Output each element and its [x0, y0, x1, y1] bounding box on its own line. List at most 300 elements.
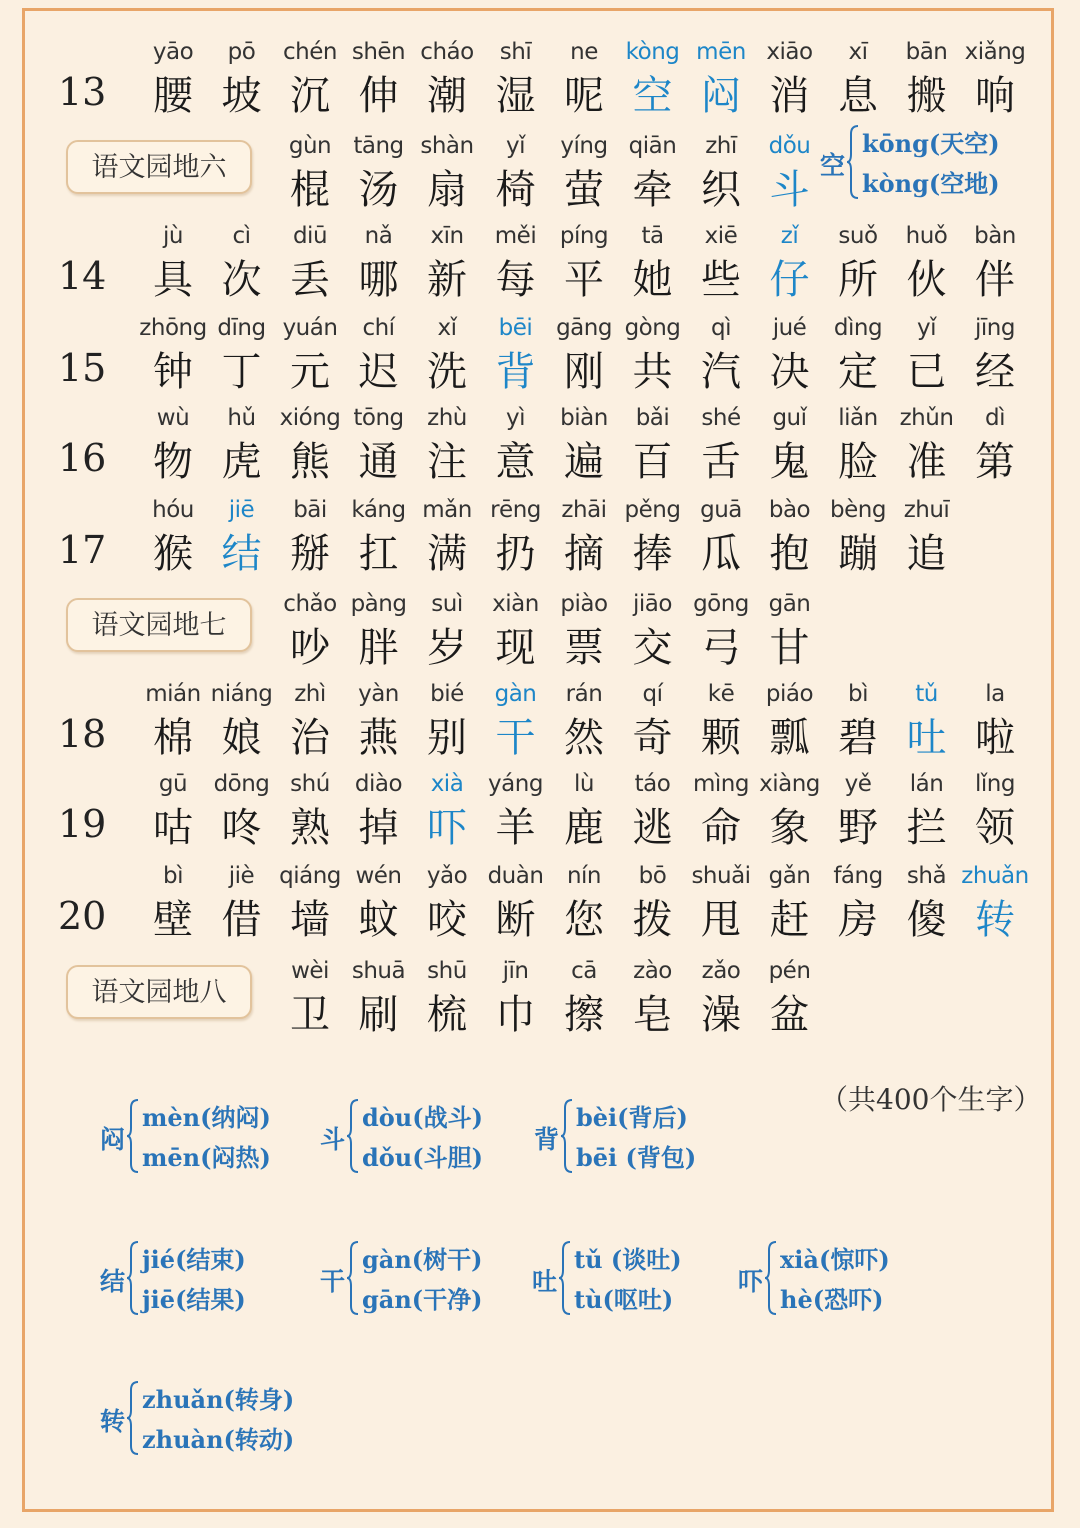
pinyin: xià: [430, 771, 464, 797]
character-cell: [960, 402, 1030, 486]
hanzi: 断: [495, 897, 536, 943]
character-cell: [549, 36, 619, 120]
hanzi: 丁: [221, 349, 262, 395]
pinyin: bān: [905, 39, 948, 65]
character-cell: [207, 312, 277, 396]
hanzi: 然: [564, 715, 604, 761]
pinyin: táo: [634, 771, 671, 797]
hanzi: 椅: [495, 167, 536, 213]
lesson-row: [0, 768, 1080, 858]
hanzi: 遍: [564, 439, 604, 485]
pinyin: xī: [848, 39, 868, 65]
character-cell: [481, 36, 551, 120]
pinyin: tǔ: [915, 681, 938, 707]
character-cell: [755, 955, 825, 1039]
character-cell: [207, 220, 277, 304]
pinyin: zhì: [294, 681, 326, 707]
hanzi: 治: [290, 715, 330, 761]
hanzi: 哪: [358, 257, 399, 303]
character-cell: [823, 768, 893, 852]
character-cell: [275, 678, 345, 762]
lesson-row: [0, 36, 1080, 126]
pinyin: diū: [292, 223, 328, 249]
pinyin: nǎ: [364, 223, 393, 249]
pinyin: zhāi: [561, 497, 607, 523]
character-cell: [549, 678, 619, 762]
character-cell: [275, 955, 345, 1039]
pinyin: wèi: [291, 958, 329, 984]
hanzi: 奇: [632, 715, 673, 761]
pinyin: mǎn: [422, 497, 472, 523]
pinyin: dīng: [217, 315, 266, 341]
character-cell: [344, 860, 414, 944]
hanzi: 碧: [838, 715, 878, 761]
pinyin: shēn: [351, 39, 406, 65]
pinyin: bié: [430, 681, 464, 707]
pinyin: rán: [565, 681, 603, 707]
pinyin: wén: [355, 863, 402, 889]
pinyin: jīng: [975, 315, 1015, 341]
character-cell: [686, 402, 756, 486]
hanzi: 闷: [701, 73, 741, 119]
hanzi: 命: [701, 805, 741, 851]
hanzi: 房: [838, 897, 878, 943]
polyphone-char: 背: [534, 1125, 560, 1154]
garden-badge: 语文园地七: [66, 598, 252, 652]
hanzi: 象: [769, 805, 810, 851]
hanzi: 消: [769, 73, 810, 119]
hanzi: 背: [495, 349, 536, 395]
pinyin: píng: [559, 223, 609, 249]
pinyin: xióng: [279, 405, 341, 431]
pinyin: xiàng: [759, 771, 820, 797]
polyphone-reading: mèn(纳闷): [142, 1103, 271, 1132]
character-cell: [755, 494, 825, 578]
character-cell: [686, 494, 756, 578]
character-cell: [686, 860, 756, 944]
hanzi: 仔: [769, 257, 810, 303]
character-cell: [686, 955, 756, 1039]
character-cell: [549, 402, 619, 486]
pinyin: guā: [700, 497, 742, 523]
hanzi: 元: [290, 349, 330, 395]
lesson-number: 19: [58, 802, 107, 846]
character-cell: [686, 768, 756, 852]
hanzi: 熊: [290, 439, 330, 485]
hanzi: 摘: [564, 531, 604, 577]
character-cell: [618, 36, 688, 120]
pinyin: yǐ: [505, 133, 525, 159]
hanzi: 燕: [358, 715, 399, 761]
pinyin: mìng: [693, 771, 749, 797]
hanzi: 咕: [153, 805, 193, 851]
brace-icon: [558, 1240, 572, 1316]
pinyin: la: [985, 681, 1005, 707]
lesson-row: [0, 860, 1080, 950]
polyphone-reading: dǒu(斗胆): [362, 1143, 483, 1172]
character-cell: [755, 312, 825, 396]
pinyin: cháo: [420, 39, 474, 65]
pinyin: nín: [566, 863, 602, 889]
pinyin: jiē: [228, 497, 255, 523]
character-cell: [275, 130, 345, 214]
hanzi: 巾: [495, 992, 536, 1038]
pinyin: bǎi: [635, 405, 670, 431]
character-cell: [207, 402, 277, 486]
character-cell: [275, 494, 345, 578]
hanzi: 吓: [427, 805, 467, 851]
hanzi: 沉: [290, 73, 330, 119]
hanzi: 注: [427, 439, 467, 485]
pinyin: jué: [772, 315, 807, 341]
hanzi: 您: [564, 897, 604, 943]
hanzi: 领: [975, 805, 1015, 851]
pinyin: xīn: [430, 223, 464, 249]
character-cell: [618, 588, 688, 672]
hanzi: 平: [564, 257, 604, 303]
hanzi: 熟: [290, 805, 330, 851]
character-cell: [412, 220, 482, 304]
lesson-row: [0, 312, 1080, 402]
pinyin: yuán: [282, 315, 338, 341]
brace-icon: [764, 1240, 778, 1316]
pinyin: shé: [701, 405, 741, 431]
hanzi: 意: [495, 439, 536, 485]
character-cell: [549, 860, 619, 944]
hanzi: 擦: [564, 992, 604, 1038]
character-cell: [755, 860, 825, 944]
hanzi: 娘: [221, 715, 262, 761]
pinyin: qiáng: [279, 863, 341, 889]
hanzi: 弓: [701, 625, 741, 671]
character-cell: [618, 768, 688, 852]
pinyin: lǐng: [975, 771, 1015, 797]
pinyin: duàn: [487, 863, 544, 889]
pinyin: xiē: [704, 223, 738, 249]
hanzi: 决: [769, 349, 810, 395]
hanzi: 澡: [701, 992, 741, 1038]
pinyin: jù: [163, 223, 183, 249]
pinyin: gòng: [624, 315, 681, 341]
hanzi: 汤: [358, 167, 399, 213]
pinyin: shū: [427, 958, 467, 984]
character-cell: [412, 768, 482, 852]
character-cell: [686, 678, 756, 762]
character-cell: [207, 678, 277, 762]
character-cell: [344, 678, 414, 762]
pinyin: xiāo: [766, 39, 813, 65]
hanzi: 息: [838, 73, 878, 119]
character-cell: [344, 955, 414, 1039]
pinyin: káng: [351, 497, 406, 523]
pinyin: yāo: [152, 39, 194, 65]
character-cell: [892, 860, 962, 944]
hanzi: 棉: [153, 715, 193, 761]
character-cell: [481, 312, 551, 396]
character-cell: [412, 678, 482, 762]
pinyin: dǒu: [768, 133, 811, 159]
character-cell: [138, 678, 208, 762]
character-cell: [412, 402, 482, 486]
character-cell: [686, 36, 756, 120]
pinyin: zhǔn: [899, 405, 954, 431]
pinyin: gū: [158, 771, 188, 797]
character-cell: [618, 494, 688, 578]
pinyin: yì: [505, 405, 525, 431]
polyphone-reading: jié(结束): [142, 1245, 246, 1274]
pinyin: qí: [642, 681, 663, 707]
brace-icon: [346, 1240, 360, 1316]
polyphone-reading: bēi (背包): [576, 1143, 697, 1172]
character-cell: [549, 312, 619, 396]
lesson-row: [0, 494, 1080, 584]
character-cell: [618, 955, 688, 1039]
pinyin: jiè: [228, 863, 255, 889]
pinyin: gùn: [288, 133, 332, 159]
hanzi: 瓜: [701, 531, 741, 577]
character-cell: [344, 312, 414, 396]
hanzi: 羊: [495, 805, 536, 851]
character-cell: [138, 402, 208, 486]
garden-row: [0, 955, 1080, 1045]
character-cell: [344, 494, 414, 578]
character-cell: [755, 36, 825, 120]
hanzi: 票: [564, 625, 604, 671]
hanzi: 伸: [358, 73, 399, 119]
hanzi: 交: [632, 625, 673, 671]
hanzi: 准: [906, 439, 947, 485]
character-cell: [275, 220, 345, 304]
character-cell: [275, 588, 345, 672]
pinyin: yě: [844, 771, 872, 797]
hanzi: 啦: [975, 715, 1015, 761]
polyphone-char: 结: [100, 1267, 126, 1296]
hanzi: 吵: [290, 625, 330, 671]
hanzi: 现: [495, 625, 536, 671]
pinyin: pàng: [350, 591, 407, 617]
character-cell: [344, 588, 414, 672]
character-cell: [823, 402, 893, 486]
pinyin: cā: [571, 958, 597, 984]
character-cell: [481, 768, 551, 852]
hanzi: 扛: [358, 531, 399, 577]
character-cell: [481, 860, 551, 944]
pinyin: shú: [290, 771, 330, 797]
pinyin: bēi: [498, 315, 533, 341]
character-cell: [960, 220, 1030, 304]
pinyin: chén: [283, 39, 337, 65]
hanzi: 壁: [153, 897, 193, 943]
polyphone-reading: bèi(背后): [576, 1103, 688, 1132]
pinyin: ne: [570, 39, 598, 65]
pinyin: shàn: [420, 133, 474, 159]
pinyin: jīn: [502, 958, 529, 984]
pinyin: gàn: [494, 681, 537, 707]
hanzi: 定: [838, 349, 878, 395]
hanzi: 织: [701, 167, 741, 213]
hanzi: 每: [495, 257, 536, 303]
polyphone-reading: dòu(战斗): [362, 1103, 483, 1132]
hanzi: 汽: [701, 349, 741, 395]
character-cell: [618, 130, 688, 214]
hanzi: 钟: [153, 349, 193, 395]
character-cell: [549, 494, 619, 578]
pinyin: zào: [633, 958, 672, 984]
character-cell: [138, 312, 208, 396]
pinyin: dì: [985, 405, 1005, 431]
character-cell: [138, 860, 208, 944]
character-cell: [138, 768, 208, 852]
pinyin: bèng: [830, 497, 886, 523]
hanzi: 她: [632, 257, 673, 303]
pinyin: fáng: [833, 863, 883, 889]
pinyin: bào: [768, 497, 811, 523]
pinyin: bì: [163, 863, 183, 889]
polyphone-char: 空: [820, 151, 846, 180]
character-cell: [275, 402, 345, 486]
hanzi: 空: [632, 73, 673, 119]
hanzi: 具: [153, 257, 193, 303]
hanzi: 牵: [632, 167, 673, 213]
character-cell: [823, 220, 893, 304]
polyphone-reading: gān(干净): [362, 1285, 483, 1314]
pinyin: guǐ: [772, 405, 807, 431]
character-cell: [755, 402, 825, 486]
character-cell: [138, 220, 208, 304]
hanzi: 扔: [495, 531, 536, 577]
polyphone-reading: tù(呕吐): [574, 1285, 674, 1314]
hanzi: 逃: [632, 805, 673, 851]
pinyin: liǎn: [838, 405, 878, 431]
character-cell: [892, 36, 962, 120]
polyphone-reading: kōng(天空): [862, 129, 1000, 158]
character-cell: [275, 312, 345, 396]
pinyin: yíng: [560, 133, 608, 159]
hanzi: 棍: [290, 167, 330, 213]
character-cell: [960, 36, 1030, 120]
hanzi: 伴: [975, 257, 1015, 303]
hanzi: 丢: [290, 257, 330, 303]
hanzi: 皂: [632, 992, 673, 1038]
character-cell: [892, 678, 962, 762]
pinyin: tā: [641, 223, 664, 249]
pinyin: dìng: [833, 315, 883, 341]
pinyin: měi: [494, 223, 537, 249]
pinyin: zhuī: [903, 497, 950, 523]
polyphone-reading: jiē(结果): [142, 1285, 246, 1314]
total-character-count: （共400个生字）: [820, 1083, 1042, 1116]
character-cell: [412, 312, 482, 396]
pinyin: suì: [431, 591, 463, 617]
hanzi: 湿: [495, 73, 536, 119]
character-cell: [481, 220, 551, 304]
character-cell: [755, 768, 825, 852]
hanzi: 已: [906, 349, 947, 395]
pinyin: chǎo: [283, 591, 337, 617]
pinyin: diào: [354, 771, 403, 797]
pinyin: bō: [638, 863, 667, 889]
hanzi: 干: [495, 715, 536, 761]
character-cell: [481, 955, 551, 1039]
hanzi: 掰: [290, 531, 330, 577]
character-cell: [412, 494, 482, 578]
pinyin: huǒ: [905, 223, 948, 249]
hanzi: 别: [427, 715, 467, 761]
brace-icon: [126, 1380, 140, 1456]
character-cell: [138, 36, 208, 120]
character-cell: [412, 955, 482, 1039]
hanzi: 捧: [632, 531, 673, 577]
character-cell: [549, 220, 619, 304]
character-cell: [481, 588, 551, 672]
pinyin: suǒ: [838, 223, 878, 249]
hanzi: 岁: [427, 625, 467, 671]
character-cell: [960, 768, 1030, 852]
hanzi: 傻: [906, 897, 947, 943]
character-cell: [275, 860, 345, 944]
character-cell: [344, 768, 414, 852]
character-cell: [275, 36, 345, 120]
brace-icon: [560, 1098, 574, 1174]
hanzi: 刷: [358, 992, 399, 1038]
garden-badge: 语文园地六: [66, 140, 252, 194]
lesson-row: [0, 220, 1080, 310]
pinyin: rēng: [490, 497, 541, 523]
character-cell: [549, 588, 619, 672]
hanzi: 野: [838, 805, 878, 851]
hanzi: 甘: [769, 625, 810, 671]
character-cell: [686, 312, 756, 396]
character-cell: [481, 494, 551, 578]
polyphone-char: 干: [320, 1267, 346, 1296]
hanzi: 些: [701, 257, 741, 303]
pinyin: chí: [362, 315, 395, 341]
hanzi: 百: [632, 439, 673, 485]
character-cell: [960, 678, 1030, 762]
character-cell: [549, 130, 619, 214]
pinyin: jiāo: [633, 591, 672, 617]
hanzi: 物: [153, 439, 193, 485]
character-cell: [618, 220, 688, 304]
hanzi: 鬼: [769, 439, 810, 485]
pinyin: piào: [560, 591, 608, 617]
hanzi: 脸: [838, 439, 878, 485]
hanzi: 颗: [701, 715, 741, 761]
hanzi: 经: [975, 349, 1015, 395]
character-cell: [618, 402, 688, 486]
pinyin: bàn: [974, 223, 1016, 249]
pinyin: xiǎng: [964, 39, 1026, 65]
pinyin: bāi: [293, 497, 327, 523]
character-cell: [275, 768, 345, 852]
character-cell: [207, 768, 277, 852]
hanzi: 扇: [427, 167, 467, 213]
character-cell: [686, 130, 756, 214]
pinyin: yǐ: [916, 315, 936, 341]
lesson-number: 20: [58, 894, 107, 938]
pinyin: gǎn: [768, 863, 811, 889]
pinyin: mián: [145, 681, 201, 707]
pinyin: niáng: [210, 681, 273, 707]
character-cell: [892, 312, 962, 396]
hanzi: 鹿: [564, 805, 604, 851]
hanzi: 卫: [290, 992, 330, 1038]
brace-icon: [346, 1098, 360, 1174]
character-cell: [344, 130, 414, 214]
pinyin: tāng: [353, 133, 404, 159]
hanzi: 瓢: [769, 715, 810, 761]
hanzi: 抱: [769, 531, 810, 577]
